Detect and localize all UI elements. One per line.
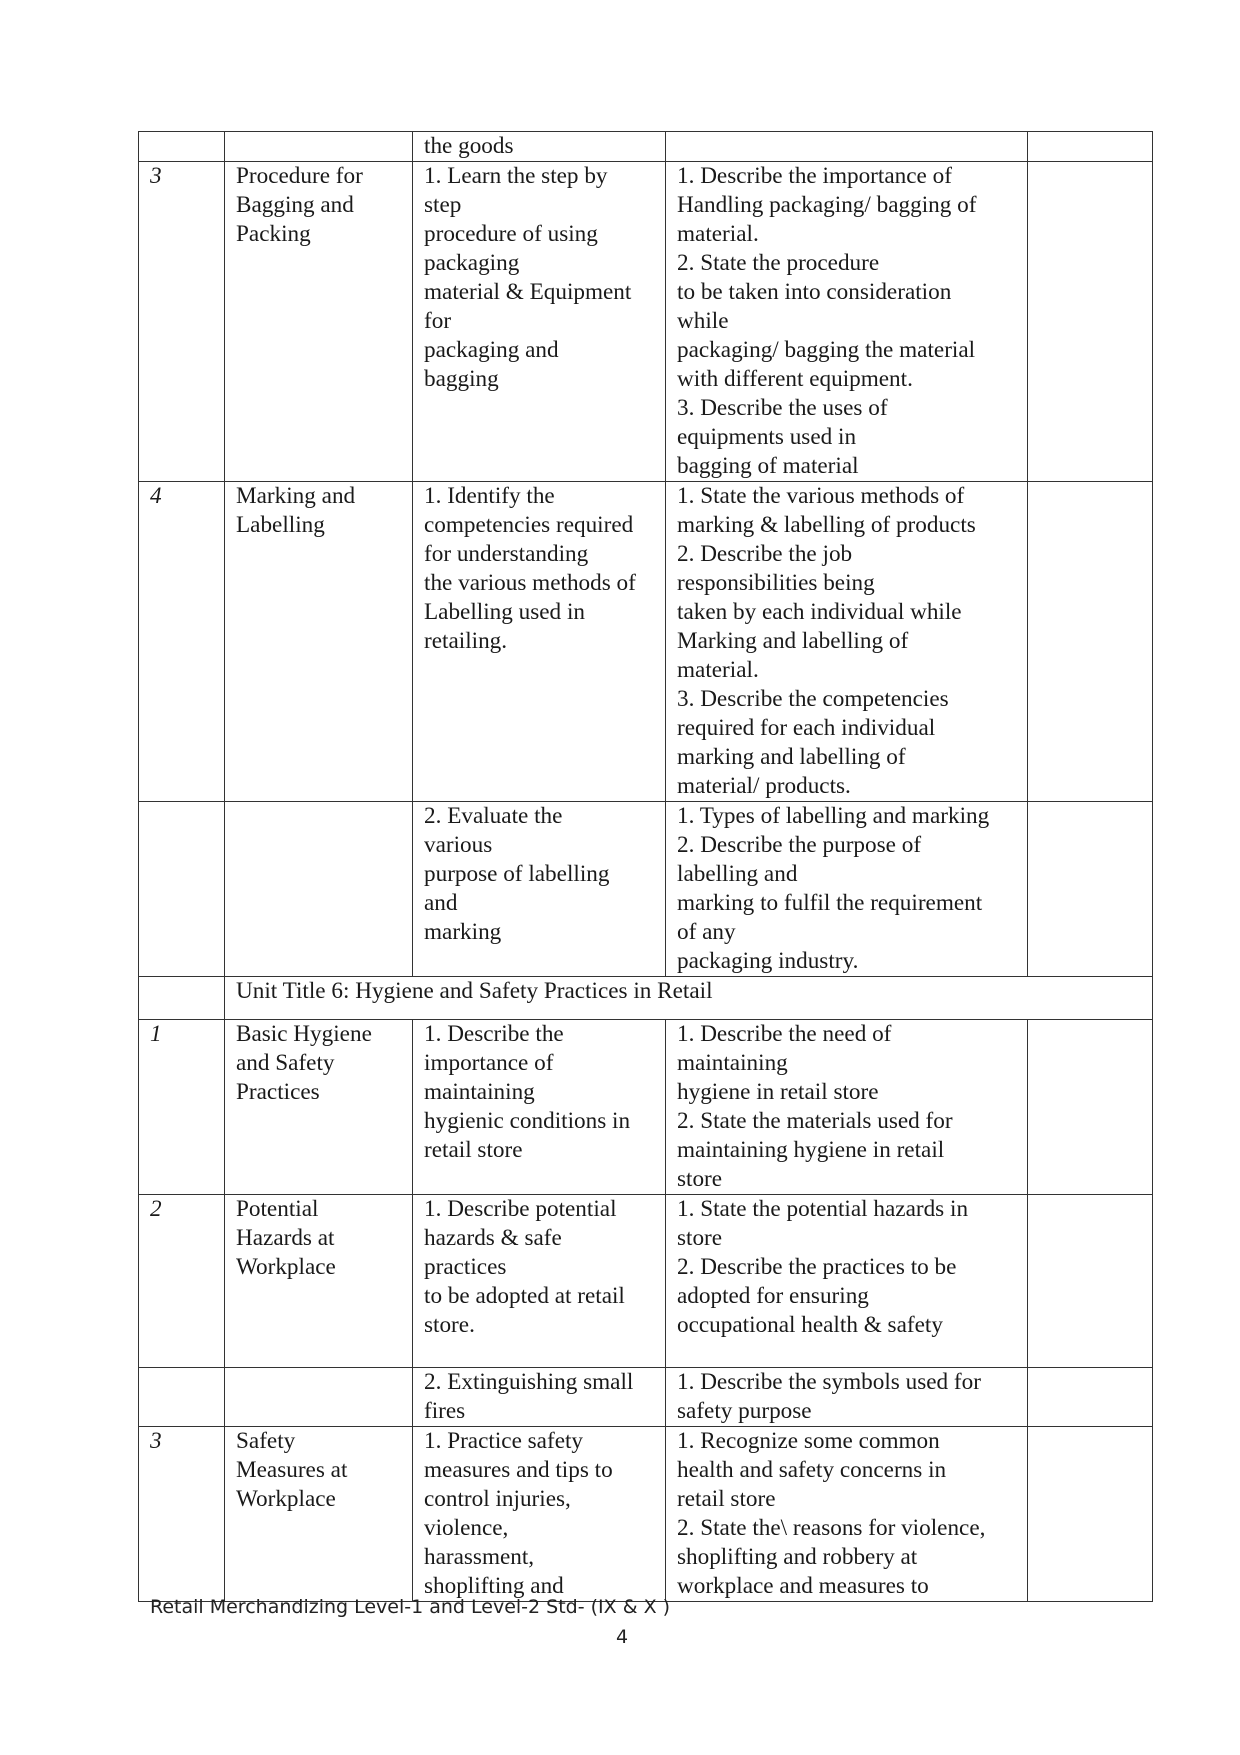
outcomes-cell: 1. Describe the importance of Handling packaging/ bagging of material. 2. State the procedure to be taken into consideration while packaging/ bagging the material with different equipment. 3. Describe the uses of equipments used in bagging of material — [666, 162, 1028, 482]
table-row — [139, 482, 1153, 802]
table-row — [139, 1427, 1153, 1602]
topic-cell: Procedure for Bagging and Packing — [225, 162, 413, 482]
objectives-cell: 1. Learn the step by step procedure of using packaging material & Equipment for packaging and bagging — [413, 162, 666, 482]
row-number: 3 — [139, 1427, 225, 1602]
table-row — [139, 1020, 1153, 1195]
outcomes-cell — [666, 132, 1028, 162]
outcomes-cell: 1. Types of labelling and marking 2. Describe the purpose of labelling and marking to fulfil the requirement of any packaging industry. — [666, 802, 1028, 977]
topic-cell: Basic Hygiene and Safety Practices — [225, 1020, 413, 1195]
objectives-cell: 2. Extinguishing small fires — [413, 1368, 666, 1427]
unit-title-row — [139, 977, 1153, 1020]
objectives-cell: 1. Describe potential hazards & safe practices to be adopted at retail store. — [413, 1195, 666, 1368]
row-number: 1 — [139, 1020, 225, 1195]
row-number — [139, 132, 225, 162]
row-number — [139, 802, 225, 977]
objectives-cell: 1. Practice safety measures and tips to control injuries, violence, harassment, shoplifting and — [413, 1427, 666, 1602]
outcomes-cell: 1. State the various methods of marking & labelling of products 2. Describe the job responsibilities being taken by each individual while Marking and labelling of material. 3. Describe the competencies required for each individual marking and labelling of material/ products. — [666, 482, 1028, 802]
topic-cell — [225, 1368, 413, 1427]
topic-cell — [225, 132, 413, 162]
outcomes-cell: 1. State the potential hazards in store 2. Describe the practices to be adopted for ensuring occupational health & safety — [666, 1195, 1028, 1368]
footer-text: Retail Merchandizing Level-1 and Level-2 Std- (IX & X ) — [150, 1596, 671, 1618]
objectives-cell: the goods — [413, 132, 666, 162]
remarks-cell — [1028, 132, 1153, 162]
remarks-cell — [1028, 162, 1153, 482]
remarks-cell — [1028, 1020, 1153, 1195]
objectives-cell: 1. Identify the competencies required for understanding the various methods of Labelling used in retailing. — [413, 482, 666, 802]
topic-cell — [225, 802, 413, 977]
row-number — [139, 1368, 225, 1427]
remarks-cell — [1028, 482, 1153, 802]
outcomes-cell: 1. Describe the symbols used for safety purpose — [666, 1368, 1028, 1427]
unit-title-spacer — [139, 977, 225, 1020]
remarks-cell — [1028, 1427, 1153, 1602]
row-number: 4 — [139, 482, 225, 802]
topic-cell: Marking and Labelling — [225, 482, 413, 802]
remarks-cell — [1028, 1195, 1153, 1368]
table-row — [139, 802, 1153, 977]
table-row — [139, 132, 1153, 162]
objectives-cell: 2. Evaluate the various purpose of labelling and marking — [413, 802, 666, 977]
topic-cell: Safety Measures at Workplace — [225, 1427, 413, 1602]
outcomes-cell: 1. Describe the need of maintaining hygiene in retail store 2. State the materials used for maintaining hygiene in retail store — [666, 1020, 1028, 1195]
table-row — [139, 162, 1153, 482]
remarks-cell — [1028, 802, 1153, 977]
remarks-cell — [1028, 1368, 1153, 1427]
table-row — [139, 1368, 1153, 1427]
unit-title: Unit Title 6: Hygiene and Safety Practices in Retail — [225, 977, 1153, 1020]
objectives-cell: 1. Describe the importance of maintaining hygienic conditions in retail store — [413, 1020, 666, 1195]
syllabus-table — [138, 131, 1153, 1602]
row-number: 3 — [139, 162, 225, 482]
row-number: 2 — [139, 1195, 225, 1368]
topic-cell: Potential Hazards at Workplace — [225, 1195, 413, 1368]
table-row — [139, 1195, 1153, 1368]
page-number: 4 — [616, 1626, 629, 1648]
outcomes-cell: 1. Recognize some common health and safety concerns in retail store 2. State the\ reasons for violence, shoplifting and robbery at workplace and measures to — [666, 1427, 1028, 1602]
